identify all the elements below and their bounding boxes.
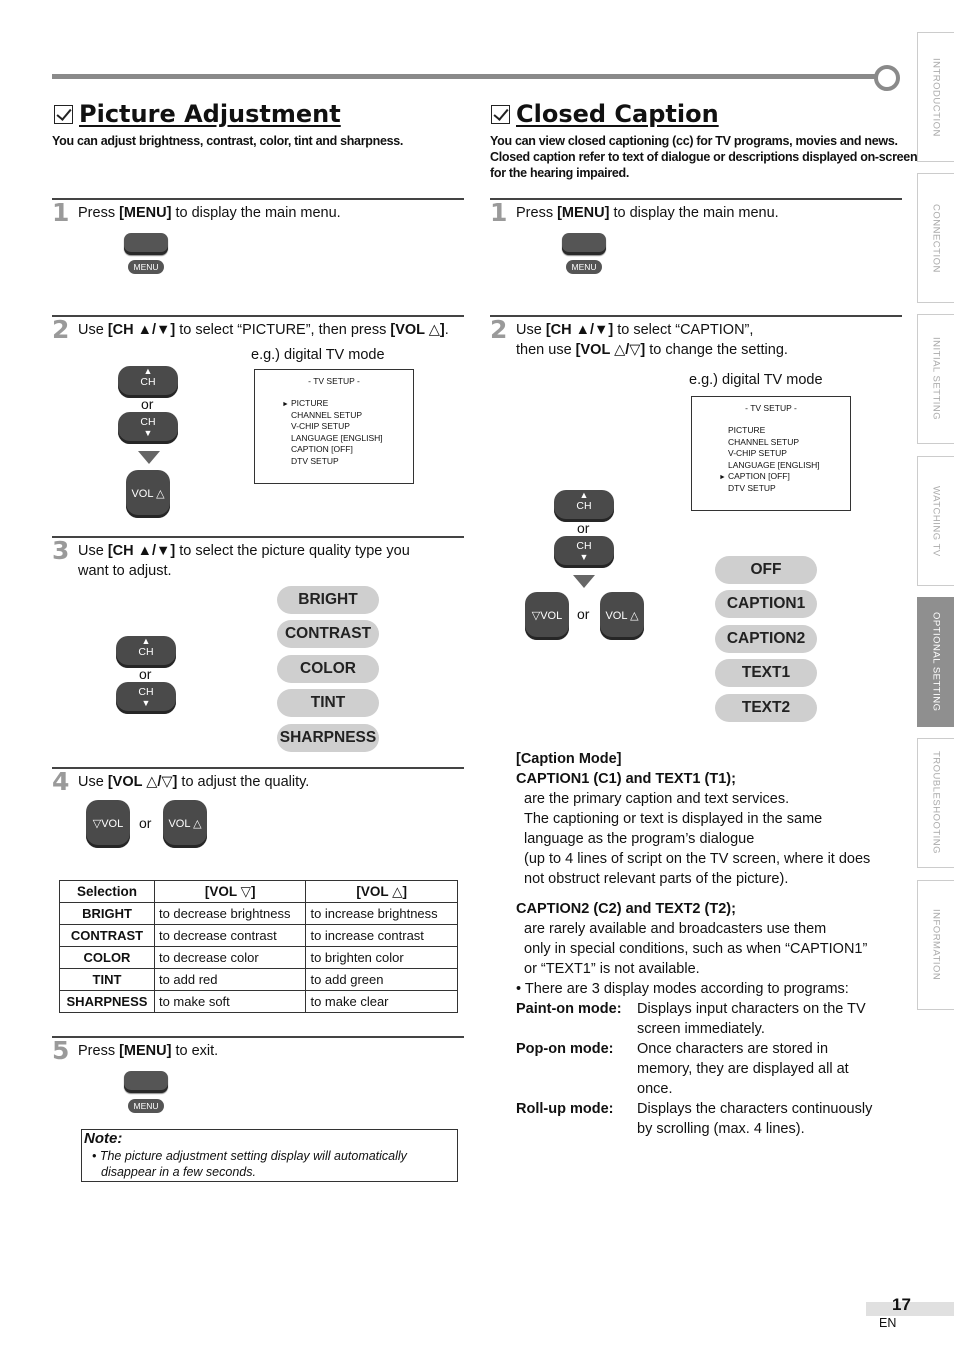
menu-button-icon — [124, 233, 168, 255]
table-cell: COLOR — [60, 947, 155, 969]
ch-up-button-icon: ▲ CH — [118, 366, 178, 398]
ch-up-button-icon: ▲ CH — [116, 636, 176, 668]
screen-item: V-CHIP SETUP — [728, 448, 787, 458]
mode-desc-pop-on: Once characters are stored in memory, they are displayed all at once. — [637, 1041, 849, 1097]
cursor-icon: ► — [719, 474, 726, 481]
table-cell: to decrease contrast — [154, 925, 306, 947]
table-cell: to decrease color — [154, 947, 306, 969]
screen-item: LANGUAGE [ENGLISH] — [728, 460, 820, 470]
screen-item: DTV SETUP — [291, 456, 339, 466]
cursor-icon: ► — [282, 401, 289, 408]
table-header-row — [60, 881, 458, 903]
caption-mode-heading: [Caption Mode] — [516, 751, 622, 767]
or-label: or — [577, 520, 590, 536]
side-tab-connection[interactable]: CONNECTION — [917, 173, 954, 303]
side-tab-watching-tv[interactable]: WATCHING TV — [917, 456, 954, 586]
table-cell: CONTRAST — [60, 925, 155, 947]
table-cell: to brighten color — [306, 947, 458, 969]
picture-step1-text: Press [MENU] to display the main menu. — [78, 205, 341, 221]
picture-adjustment-title: Picture Adjustment — [54, 100, 341, 128]
table-cell: to make clear — [306, 991, 458, 1013]
table-header: [VOL △] — [306, 881, 458, 903]
ch-down-button-icon: CH ▼ — [554, 536, 614, 568]
menu-button-icon — [562, 233, 606, 255]
option-text1: TEXT1 — [715, 659, 817, 687]
screen-item: PICTURE — [728, 425, 766, 435]
step-number: 4 — [52, 767, 70, 796]
step-divider — [490, 198, 902, 200]
step-number: 2 — [490, 315, 508, 344]
table-cell: TINT — [60, 969, 155, 991]
screen-item: CHANNEL SETUP — [728, 437, 800, 447]
step-divider — [52, 767, 464, 769]
table-cell: to add red — [154, 969, 306, 991]
vol-up-button-icon: VOL △ — [600, 592, 644, 640]
picture-eg-label: e.g.) digital TV mode — [251, 347, 385, 363]
screen-item: CHANNEL SETUP — [291, 410, 363, 420]
option-off: OFF — [715, 556, 817, 584]
menu-label: MENU — [128, 1099, 164, 1113]
option-caption1: CAPTION1 — [715, 590, 817, 618]
or-label: or — [577, 606, 590, 622]
side-tab-optional-setting[interactable]: OPTIONAL SETTING — [917, 597, 954, 727]
table-header: Selection — [60, 881, 155, 903]
arrow-down-icon — [573, 575, 595, 588]
table-cell: to increase brightness — [306, 903, 458, 925]
option-text2: TEXT2 — [715, 694, 817, 722]
table-row — [60, 969, 458, 991]
step-divider — [490, 315, 902, 317]
screen-item: PICTURE — [291, 398, 329, 408]
step-number: 1 — [52, 198, 70, 227]
checkbox-icon — [54, 105, 73, 124]
option-tint: TINT — [277, 689, 379, 717]
menu-label: MENU — [128, 260, 164, 274]
note-text: • The picture adjustment setting display will automatically disappear in a few seconds. — [92, 1149, 407, 1179]
option-sharpness: SHARPNESS — [277, 724, 379, 752]
step-divider — [52, 1036, 464, 1038]
caption-eg-label: e.g.) digital TV mode — [689, 372, 823, 388]
table-row — [60, 903, 458, 925]
screen-title: - TV SETUP - — [745, 403, 797, 413]
closed-caption-title: Closed Caption — [491, 100, 719, 128]
picture-intro: You can adjust brightness, contrast, color, tint and sharpness. — [52, 134, 404, 148]
picture-step4-text: Use [VOL △/▽] to adjust the quality. — [78, 774, 310, 790]
caption-step1-text: Press [MENU] to display the main menu. — [516, 205, 779, 221]
table-header: [VOL ▽] — [154, 881, 306, 903]
vol-down-button-icon: ▽VOL — [525, 592, 569, 640]
table-row — [60, 925, 458, 947]
checkbox-icon — [491, 105, 510, 124]
header-rule — [52, 74, 882, 79]
ch-down-button-icon: CH ▼ — [116, 682, 176, 714]
screen-item: DTV SETUP — [728, 483, 776, 493]
side-tab-information[interactable]: INFORMATION — [917, 880, 954, 1010]
picture-step5-text: Press [MENU] to exit. — [78, 1043, 219, 1059]
page-number: 17 — [892, 1295, 911, 1314]
screen-item: LANGUAGE [ENGLISH] — [291, 433, 383, 443]
screen-item: V-CHIP SETUP — [291, 421, 350, 431]
side-tab-troubleshooting[interactable]: TROUBLESHOOTING — [917, 738, 954, 868]
side-tab-introduction[interactable]: INTRODUCTION — [917, 32, 954, 162]
option-caption2: CAPTION2 — [715, 625, 817, 653]
table-cell: BRIGHT — [60, 903, 155, 925]
arrow-down-icon — [138, 451, 160, 464]
ch-up-button-icon: ▲ CH — [554, 490, 614, 522]
caption2-description: are rarely available and broadcasters use them only in special conditions, such as when “CAPTION1” or “TEXT1” is not available. — [524, 921, 868, 977]
vol-up-button-icon: VOL △ — [126, 470, 170, 518]
table-cell: to make soft — [154, 991, 306, 1013]
mode-desc-roll-up: Displays the characters continuously by scrolling (max. 4 lines). — [637, 1101, 873, 1137]
step-number: 5 — [52, 1036, 70, 1065]
or-label: or — [139, 666, 152, 682]
caption2-heading: CAPTION2 (C2) and TEXT2 (T2); — [516, 901, 736, 917]
adjustment-table — [59, 880, 458, 1013]
tv-setup-screen — [691, 396, 851, 511]
ch-down-button-icon: CH ▼ — [118, 412, 178, 444]
vol-down-button-icon: ▽VOL — [86, 800, 130, 848]
table-cell: SHARPNESS — [60, 991, 155, 1013]
step-divider — [52, 198, 464, 200]
option-contrast: CONTRAST — [277, 620, 379, 648]
tv-setup-screen — [254, 369, 414, 484]
display-modes-intro: • There are 3 display modes according to programs: — [516, 981, 849, 997]
table-row — [60, 947, 458, 969]
or-label: or — [141, 396, 154, 412]
table-cell: to increase contrast — [306, 925, 458, 947]
caption-intro: You can view closed captioning (cc) for TV programs, movies and news. Closed caption refer to text of dialogue or descriptions displayed on-screen for the hearing impaired. — [490, 134, 918, 180]
side-tab-initial-setting[interactable]: INITIAL SETTING — [917, 314, 954, 444]
step-number: 3 — [52, 536, 70, 565]
caption1-heading: CAPTION1 (C1) and TEXT1 (T1); — [516, 771, 736, 787]
picture-step2-text: Use [CH ▲/▼] to select “PICTURE”, then press [VOL △]. — [78, 322, 449, 338]
caption-step2-text: Use [CH ▲/▼] to select “CAPTION”, then use [VOL △/▽] to change the setting. — [516, 322, 788, 358]
screen-item: CAPTION [OFF] — [291, 444, 353, 454]
or-label: or — [139, 815, 152, 831]
mode-desc-paint-on: Displays input characters on the TV screen immediately. — [637, 1001, 866, 1037]
step-divider — [52, 536, 464, 538]
menu-label: MENU — [566, 260, 602, 274]
screen-title: - TV SETUP - — [308, 376, 360, 386]
mode-term-paint-on: Paint-on mode: — [516, 1001, 622, 1017]
table-cell: to add green — [306, 969, 458, 991]
step-number: 1 — [490, 198, 508, 227]
header-rule-circle — [874, 65, 900, 91]
step-number: 2 — [52, 315, 70, 344]
mode-term-pop-on: Pop-on mode: — [516, 1041, 614, 1057]
vol-up-button-icon: VOL △ — [163, 800, 207, 848]
step-divider — [52, 315, 464, 317]
screen-item: CAPTION [OFF] — [728, 471, 790, 481]
menu-button-icon — [124, 1071, 168, 1093]
table-cell: to decrease brightness — [154, 903, 306, 925]
picture-step3-text: Use [CH ▲/▼] to select the picture quality type you want to adjust. — [78, 543, 410, 579]
note-title: Note: — [84, 1130, 123, 1147]
table-row — [60, 991, 458, 1013]
caption1-description: are the primary caption and text services. The captioning or text is displayed in the same language as the program’s dialogue (up to 4 lines of script on the TV screen, where it does not obstruct relevant parts of the picture). — [524, 791, 871, 887]
option-bright: BRIGHT — [277, 586, 379, 614]
mode-term-roll-up: Roll-up mode: — [516, 1101, 614, 1117]
option-color: COLOR — [277, 655, 379, 683]
page-language: EN — [879, 1316, 897, 1330]
